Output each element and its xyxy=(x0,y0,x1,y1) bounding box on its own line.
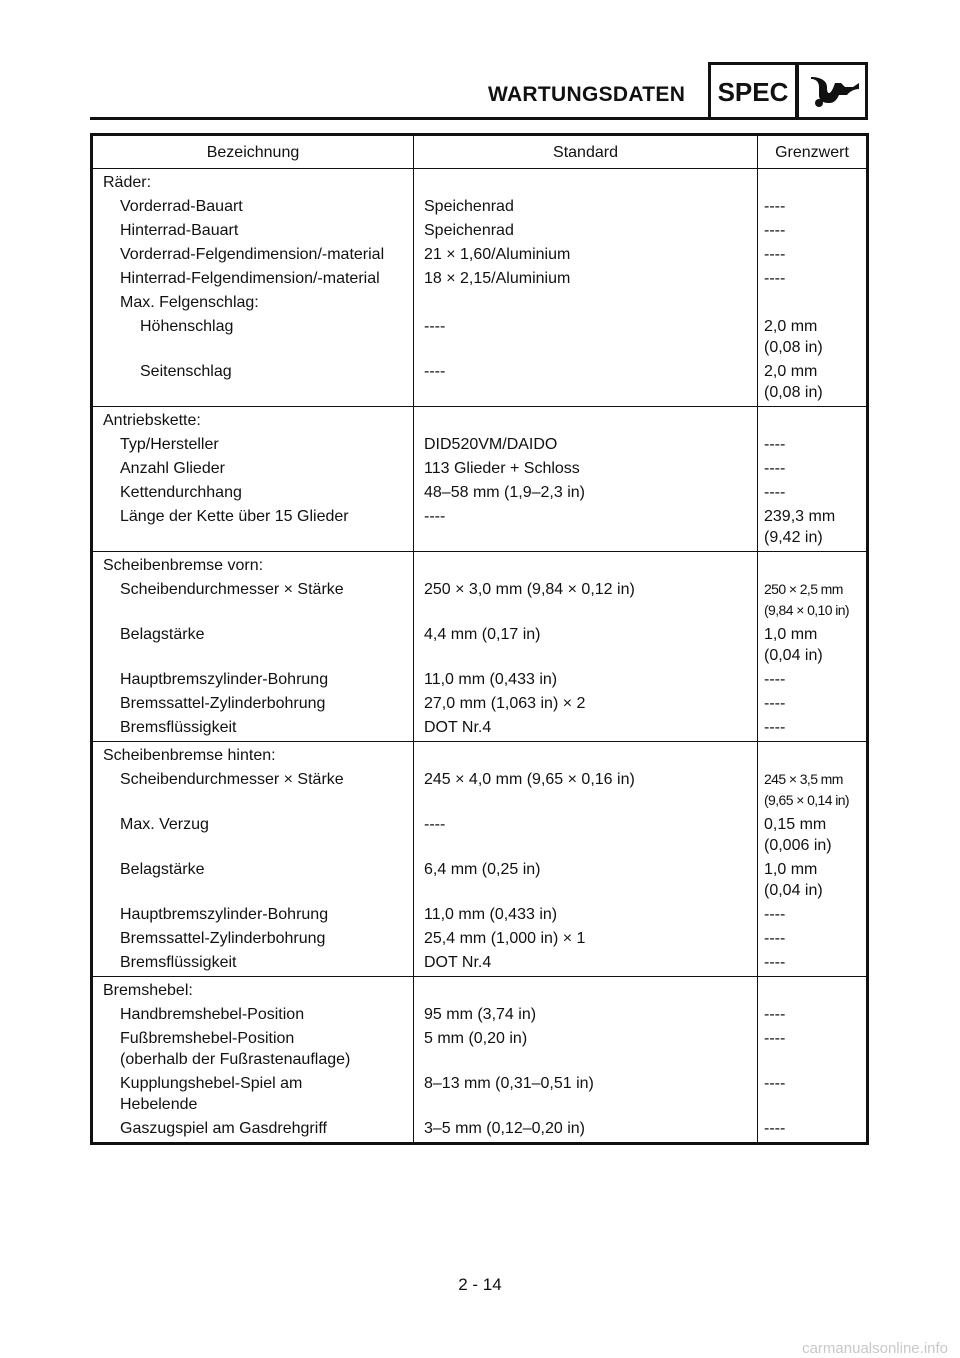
empty-cell xyxy=(758,977,868,1005)
empty-cell xyxy=(758,742,868,770)
spec-limit: 245 × 3,5 mm xyxy=(764,771,843,787)
spec-name: Bremssattel-Zylinderbohrung xyxy=(120,930,326,947)
spec-limit: ---- xyxy=(764,484,786,501)
spec-name-cell xyxy=(92,482,414,506)
spec-limit: ---- xyxy=(764,954,786,971)
table-row xyxy=(92,717,868,742)
spec-limit: ---- xyxy=(764,671,786,688)
group-title: Antriebskette: xyxy=(92,407,414,435)
col-header-standard: Standard xyxy=(414,135,758,169)
table-row xyxy=(92,952,868,977)
spec-limit: ---- xyxy=(764,222,786,239)
spec-limit-cell xyxy=(758,904,868,928)
spec-limit: 2,0 mm xyxy=(764,318,818,335)
spec-name: Belagstärke xyxy=(120,861,205,878)
spec-name: Max. Verzug xyxy=(120,816,209,833)
spec-limit: ---- xyxy=(764,1075,786,1092)
table-row xyxy=(92,220,868,244)
group-title-row xyxy=(92,977,868,1005)
spec-name: Hauptbremszylinder-Bohrung xyxy=(120,671,329,688)
spec-name-cell xyxy=(92,769,414,814)
spec-name: Scheibendurchmesser × Stärke xyxy=(120,771,344,788)
col-header-bezeichnung: Bezeichnung xyxy=(92,135,414,169)
spec-standard: 250 × 3,0 mm (9,84 × 0,12 in) xyxy=(414,579,758,624)
spec-name-cell xyxy=(92,434,414,458)
spec-limit-line2: (0,006 in) xyxy=(764,837,832,854)
spec-name: Kettendurchhang xyxy=(120,484,242,501)
group-title-row xyxy=(92,552,868,580)
spec-name-cell xyxy=(92,316,414,361)
table-row xyxy=(92,693,868,717)
spec-standard: Speichenrad xyxy=(414,196,758,220)
empty-cell xyxy=(414,742,758,770)
spec-standard: DOT Nr.4 xyxy=(414,717,758,742)
spec-name: Hinterrad-Felgendimension/-material xyxy=(120,270,380,287)
spec-limit-cell xyxy=(758,624,868,669)
spec-name: Belagstärke xyxy=(120,626,205,643)
spec-name-cell xyxy=(92,268,414,292)
table-row xyxy=(92,316,868,361)
spec-standard: 11,0 mm (0,433 in) xyxy=(414,669,758,693)
empty-cell xyxy=(758,169,868,197)
table-row xyxy=(92,292,868,316)
spec-name-cell xyxy=(92,952,414,977)
spec-name: Scheibendurchmesser × Stärke xyxy=(120,581,344,598)
spec-limit: ---- xyxy=(764,198,786,215)
spec-limit: 1,0 mm xyxy=(764,626,818,643)
spec-name: Vorderrad-Felgendimension/-material xyxy=(120,246,385,263)
spec-standard: 18 × 2,15/Aluminium xyxy=(414,268,758,292)
table-row xyxy=(92,1073,868,1118)
spec-name-cell xyxy=(92,669,414,693)
page-title: WARTUNGSDATEN xyxy=(488,83,686,106)
spec-limit: ---- xyxy=(764,906,786,923)
spec-limit-cell xyxy=(758,482,868,506)
spec-limit-cell xyxy=(758,268,868,292)
spec-limit: ---- xyxy=(764,1006,786,1023)
spec-standard: 3–5 mm (0,12–0,20 in) xyxy=(414,1118,758,1144)
spec-standard: 25,4 mm (1,000 in) × 1 xyxy=(414,928,758,952)
spec-name-cell xyxy=(92,904,414,928)
spec-name: Hauptbremszylinder-Bohrung xyxy=(120,906,329,923)
spec-name-cell xyxy=(92,458,414,482)
spec-limit-cell xyxy=(758,1028,868,1073)
spec-standard: 21 × 1,60/Aluminium xyxy=(414,244,758,268)
spec-limit-cell xyxy=(758,1073,868,1118)
spec-name: Fußbremshebel-Position xyxy=(120,1030,295,1047)
spec-limit-cell xyxy=(758,579,868,624)
spec-limit-cell xyxy=(758,1004,868,1028)
spec-limit-line2: (0,08 in) xyxy=(764,339,823,356)
spec-limit-cell xyxy=(758,952,868,977)
table-row xyxy=(92,859,868,904)
spec-limit: ---- xyxy=(764,695,786,712)
spec-standard: ---- xyxy=(414,506,758,552)
spec-name: Handbremshebel-Position xyxy=(120,1006,305,1023)
spec-name-cell xyxy=(92,361,414,407)
spec-limit-cell xyxy=(758,693,868,717)
table-row xyxy=(92,506,868,552)
table-row xyxy=(92,361,868,407)
table-row xyxy=(92,482,868,506)
spec-name-cell xyxy=(92,693,414,717)
spec-name: Bremsflüssigkeit xyxy=(120,954,237,971)
spec-limit-cell xyxy=(758,244,868,268)
group-title-row xyxy=(92,742,868,770)
spec-name: Vorderrad-Bauart xyxy=(120,198,243,215)
spec-name: Bremsflüssigkeit xyxy=(120,719,237,736)
spec-badge: SPEC xyxy=(708,62,798,119)
spec-limit: 239,3 mm xyxy=(764,508,836,525)
spec-standard xyxy=(414,292,758,316)
spec-limit-cell xyxy=(758,717,868,742)
spec-limit: 2,0 mm xyxy=(764,363,818,380)
spec-standard: DID520VM/DAIDO xyxy=(414,434,758,458)
spec-standard: ---- xyxy=(414,316,758,361)
spec-limit-cell xyxy=(758,434,868,458)
spec-name-cell xyxy=(92,928,414,952)
spec-limit: ---- xyxy=(764,719,786,736)
spec-standard: 48–58 mm (1,9–2,3 in) xyxy=(414,482,758,506)
spec-name-cell xyxy=(92,220,414,244)
wrench-icon xyxy=(807,73,863,113)
spec-limit-line2: (0,08 in) xyxy=(764,384,823,401)
spec-name-cell xyxy=(92,624,414,669)
spec-name: Typ/Hersteller xyxy=(120,436,219,453)
spec-name: Anzahl Glieder xyxy=(120,460,225,477)
spec-name: Kupplungshebel-Spiel am xyxy=(120,1075,303,1092)
spec-limit-cell xyxy=(758,196,868,220)
table-body xyxy=(92,169,868,1144)
spec-name: Länge der Kette über 15 Glieder xyxy=(120,508,349,525)
spec-name-cell xyxy=(92,506,414,552)
spec-limit-line2: (0,04 in) xyxy=(764,882,823,899)
spec-standard: ---- xyxy=(414,361,758,407)
spec-name-cell xyxy=(92,244,414,268)
spec-limit: ---- xyxy=(764,930,786,947)
spec-limit-cell xyxy=(758,316,868,361)
table-row xyxy=(92,1118,868,1144)
table-row xyxy=(92,1028,868,1073)
spec-limit: 250 × 2,5 mm xyxy=(764,581,843,597)
spec-standard: 11,0 mm (0,433 in) xyxy=(414,904,758,928)
spec-standard: 95 mm (3,74 in) xyxy=(414,1004,758,1028)
table-row xyxy=(92,928,868,952)
spec-limit: ---- xyxy=(764,246,786,263)
spec-name-cell xyxy=(92,859,414,904)
group-title-row xyxy=(92,169,868,197)
table-row xyxy=(92,769,868,814)
page-number: 2 - 14 xyxy=(458,1275,502,1294)
table-header-row xyxy=(92,135,868,169)
table-row xyxy=(92,814,868,859)
spec-limit: ---- xyxy=(764,460,786,477)
spec-standard: 4,4 mm (0,17 in) xyxy=(414,624,758,669)
spec-limit-cell xyxy=(758,928,868,952)
spec-limit-cell xyxy=(758,859,868,904)
spec-limit-cell xyxy=(758,361,868,407)
empty-cell xyxy=(758,407,868,435)
spec-name-cell xyxy=(92,1004,414,1028)
wrench-icon-box xyxy=(796,62,868,119)
table-row xyxy=(92,244,868,268)
spec-limit-cell xyxy=(758,1118,868,1144)
spec-limit: ---- xyxy=(764,436,786,453)
spec-limit-line2: (9,42 in) xyxy=(764,529,823,546)
spec-limit-line2: (0,04 in) xyxy=(764,647,823,664)
spec-name-cell xyxy=(92,1118,414,1144)
table-row xyxy=(92,268,868,292)
spec-name: Höhenschlag xyxy=(140,318,234,335)
spec-name: Max. Felgenschlag: xyxy=(120,294,259,311)
spec-name: Hinterrad-Bauart xyxy=(120,222,239,239)
table-row xyxy=(92,669,868,693)
spec-standard: DOT Nr.4 xyxy=(414,952,758,977)
table-row xyxy=(92,904,868,928)
table-row xyxy=(92,1004,868,1028)
spec-standard: 8–13 mm (0,31–0,51 in) xyxy=(414,1073,758,1118)
spec-limit-cell xyxy=(758,814,868,859)
empty-cell xyxy=(414,552,758,580)
spec-limit: ---- xyxy=(764,270,786,287)
group-title: Räder: xyxy=(92,169,414,197)
watermark-footer: carmanualsonline.info xyxy=(802,1340,948,1357)
empty-cell xyxy=(414,169,758,197)
spec-table xyxy=(90,133,869,1145)
header-rule xyxy=(90,117,868,120)
table-row xyxy=(92,196,868,220)
spec-limit-line2: (9,84 × 0,10 in) xyxy=(764,602,849,618)
table-row xyxy=(92,458,868,482)
group-title: Bremshebel: xyxy=(92,977,414,1005)
spec-name-line2: Hebelende xyxy=(120,1096,198,1113)
col-header-grenzwert: Grenzwert xyxy=(758,135,868,169)
spec-limit-cell xyxy=(758,292,868,316)
spec-limit: 0,15 mm xyxy=(764,816,827,833)
spec-name-cell xyxy=(92,196,414,220)
spec-standard: 113 Glieder + Schloss xyxy=(414,458,758,482)
spec-name-cell xyxy=(92,292,414,316)
table-row xyxy=(92,434,868,458)
spec-name-cell xyxy=(92,1028,414,1073)
spec-limit: ---- xyxy=(764,1120,786,1137)
spec-name-line2: (oberhalb der Fußrastenauflage) xyxy=(120,1051,351,1068)
spec-standard: 27,0 mm (1,063 in) × 2 xyxy=(414,693,758,717)
spec-name-cell xyxy=(92,1073,414,1118)
spec-standard: 245 × 4,0 mm (9,65 × 0,16 in) xyxy=(414,769,758,814)
spec-name: Seitenschlag xyxy=(140,363,232,380)
spec-standard: Speichenrad xyxy=(414,220,758,244)
spec-name-cell xyxy=(92,814,414,859)
empty-cell xyxy=(758,552,868,580)
spec-limit-cell xyxy=(758,458,868,482)
spec-name: Gaszugspiel am Gasdrehgriff xyxy=(120,1120,327,1137)
group-title-row xyxy=(92,407,868,435)
spec-limit-line2: (9,65 × 0,14 in) xyxy=(764,792,849,808)
table-row xyxy=(92,624,868,669)
spec-limit-cell xyxy=(758,669,868,693)
spec-limit: 1,0 mm xyxy=(764,861,818,878)
spec-name-cell xyxy=(92,579,414,624)
empty-cell xyxy=(414,407,758,435)
group-title: Scheibenbremse hinten: xyxy=(92,742,414,770)
spec-standard: 5 mm (0,20 in) xyxy=(414,1028,758,1073)
spec-limit: ---- xyxy=(764,1030,786,1047)
spec-standard: ---- xyxy=(414,814,758,859)
group-title: Scheibenbremse vorn: xyxy=(92,552,414,580)
spec-limit-cell xyxy=(758,506,868,552)
spec-name-cell xyxy=(92,717,414,742)
empty-cell xyxy=(414,977,758,1005)
spec-standard: 6,4 mm (0,25 in) xyxy=(414,859,758,904)
table-row xyxy=(92,579,868,624)
spec-name: Bremssattel-Zylinderbohrung xyxy=(120,695,326,712)
spec-limit-cell xyxy=(758,769,868,814)
spec-limit-cell xyxy=(758,220,868,244)
